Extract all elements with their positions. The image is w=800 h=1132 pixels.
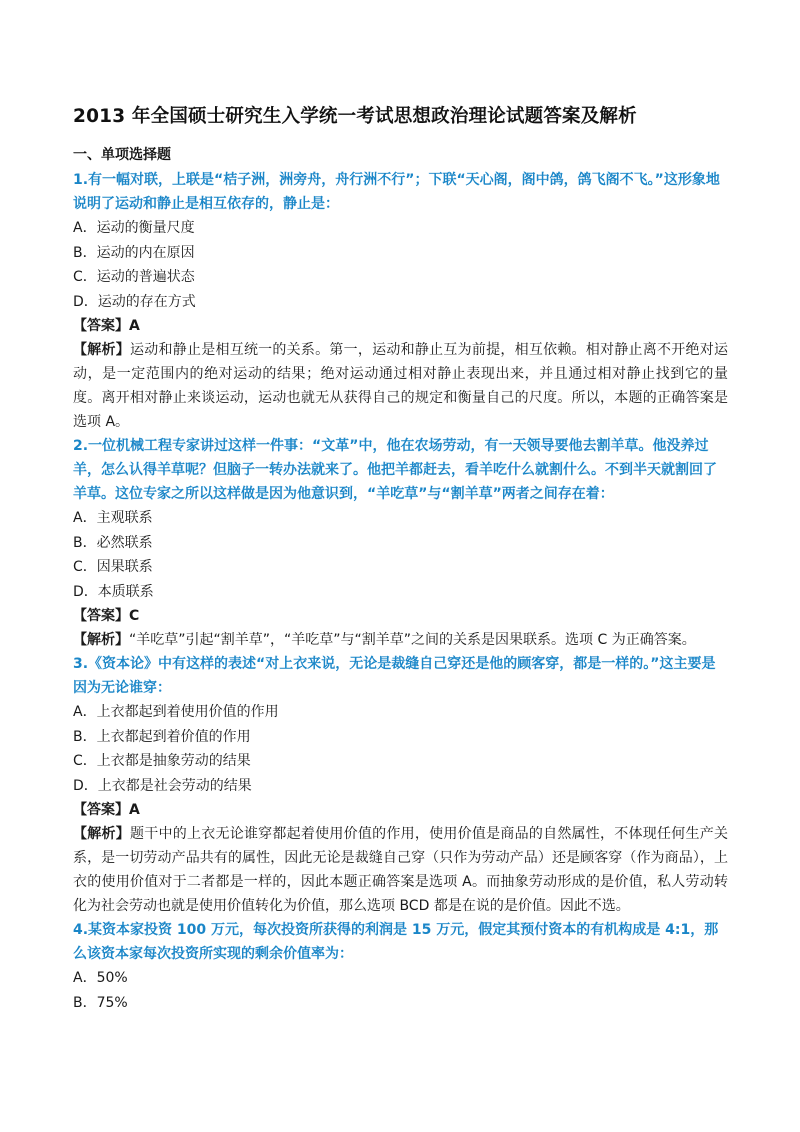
analysis-text: 运动和静止是相互统一的关系。第一，运动和静止互为前提，相互依赖。相对静止离不开绝对运动，是一定范围内的绝对运动的结果；绝对运动通过相对静止表现出来，并且通过相对静止找到它的量度。离开相对静止来谈运动，运动也就无从获得自己的规定和衡量自己的尺度。所以，本题的正确答案是选项 A。 [73, 342, 729, 430]
option-item: D．本质联系 [73, 583, 154, 600]
option-item: B．运动的内在原因 [73, 244, 195, 261]
answer-line: 【答案】C [73, 608, 140, 624]
analysis-paragraph [73, 628, 728, 652]
option-item: A．运动的衡量尺度 [73, 220, 195, 236]
analysis-text: 题干中的上衣无论谁穿都起着使用价值的作用，使用价值是商品的自然属性，不体现任何生产关系，是一切劳动产品共有的属性，因此无论是裁缝自己穿（只作为劳动产品）还是顾客穿（作为商品），上衣的使用价值对于二者都是一样的，因此本题正确答案是选项 A。而抽象劳动形成的是价值，私人劳动转化为社会劳动也就是使用价值转化为价值，那么选项 BCD 都是在说的是价值。因此不选。 [73, 826, 729, 914]
analysis-label: 【解析】 [73, 632, 129, 648]
option-item: C．运动的普遍状态 [73, 269, 195, 285]
option-item: A．主观联系 [73, 510, 153, 526]
question-stem: 4.某资本家投资 100 万元，每次投资所获得的利润是 15 万元，假定其预付资本的有机构成是 4:1，那么该资本家每次投资所实现的剩余价值率为： [73, 922, 719, 962]
analysis-label: 【解析】 [73, 826, 130, 842]
question-block [73, 434, 728, 652]
option-item: D．运动的存在方式 [73, 293, 196, 310]
option-item: C．上衣都是抽象劳动的结果 [73, 753, 251, 769]
option-item: B．75% [73, 994, 128, 1011]
option-item: A．50% [73, 970, 128, 986]
option-item: C．因果联系 [73, 559, 153, 575]
question-block [73, 652, 728, 918]
option-item: A．上衣都起到着使用价值的作用 [73, 704, 279, 720]
option-item: B．上衣都起到着价值的作用 [73, 728, 251, 745]
section-heading: 一、单项选择题 [73, 147, 171, 163]
option-item: D．上衣都是社会劳动的结果 [73, 777, 252, 794]
question-stem: 3.《资本论》中有这样的表述“对上衣来说，无论是裁缝自己穿还是他的顾客穿，都是一样的。”这主要是因为无论谁穿： [73, 656, 716, 696]
analysis-paragraph [73, 338, 728, 434]
question-stem: 1.有一幅对联，上联是“桔子洲，洲旁舟，舟行洲不行”；下联“天心阁，阁中鸽，鸽飞阁不飞。”这形象地说明了运动和静止是相互依存的，静止是： [73, 172, 720, 212]
analysis-text: “羊吃草”引起“割羊草”，“羊吃草”与“割羊草”之间的关系是因果联系。选项 C 为正确答案。 [129, 632, 696, 648]
question-block [73, 918, 728, 1015]
document-title: 2013 年全国硕士研究生入学统一考试思想政治理论试题答案及解析 [73, 106, 637, 127]
analysis-label: 【解析】 [73, 342, 130, 358]
answer-line: 【答案】A [73, 318, 140, 334]
question-stem: 2.一位机械工程专家讲过这样一件事：“文革”中，他在农场劳动，有一天领导要他去割羊草。他没养过羊，怎么认得羊草呢？但脑子一转办法就来了。他把羊都赶去，看羊吃什么就割什么。不到半天就割回了羊草。这位专家之所以这样做是因为他意识到，“羊吃草”与“割羊草”两者之间存在着： [73, 438, 717, 502]
question-block [73, 168, 728, 434]
answer-line: 【答案】A [73, 802, 140, 818]
option-item: B．必然联系 [73, 534, 153, 551]
analysis-paragraph [73, 822, 728, 918]
